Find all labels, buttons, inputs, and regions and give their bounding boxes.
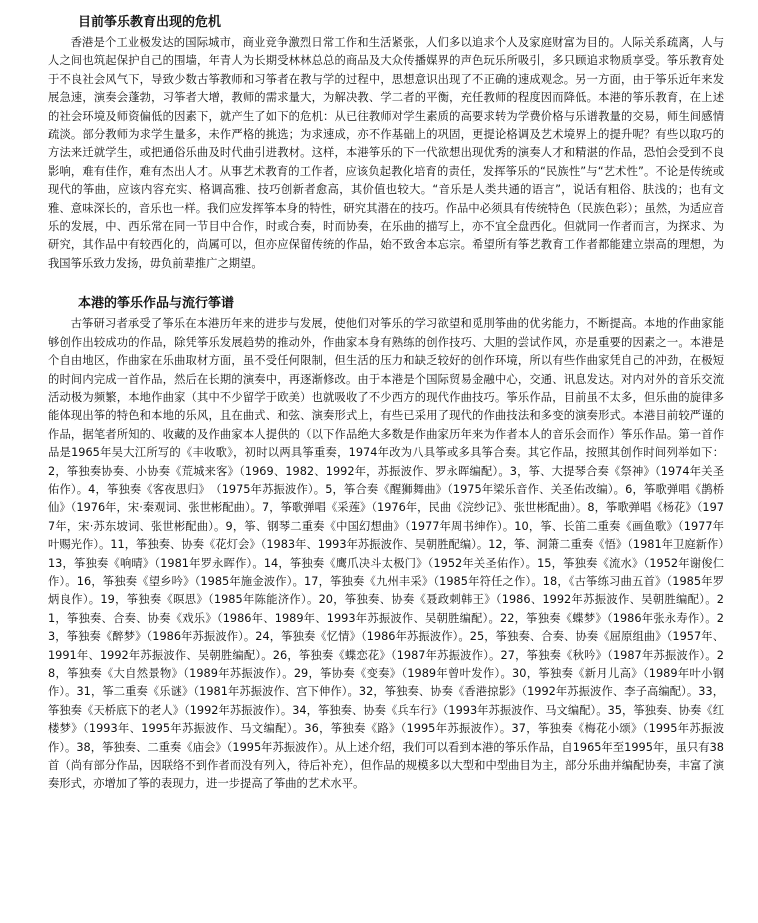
section-spacer (48, 273, 724, 295)
section-body-works: 古筝研习者承受了筝乐在本港历年来的进步与发展，使他们对筝乐的学习欲望和觅刖筝曲的优劣能力，不断提高。本地的作曲家能够创作出较成功的作品，除凭筝乐发展趋势的推动外，作曲家本身有熟练的创作技巧、大胆的尝试作风，亦是重要的因素之一。本港是个自由地区，作曲家在乐曲取材方面，虽不受任何限制，但生活的压力和缺乏较好的创作环境，所以有些作曲家凭自己的冲劲，在极短的时间内完成一首作品，然后在长期的演奏中，再逐渐修改。由于本港是个国际贸易金融中心，交通、讯息发达。对内对外的音乐交流活动极为频繁，本地作曲家（其中不少留学于欧美）也就吸收了不少西方的现代作曲技巧。筝乐作品，目前虽不太多，但乐曲的旋律多能体现出筝的特色和本地的乐风，且在曲式、和弦、演奏形式上，有些已采用了现代的作曲技法和多变的演奏形式。本港目前较严谨的作品，据笔者所知的、收藏的及作曲家本人提供的（以下作品绝大多数是作曲家历年来为作者本人的音乐会而作）筝乐作品。第一首作品是1965年吴大江所写的《丰收歌》，初时以两具筝重奏，1974年改为八具筝或多具筝合奏。其它作品，按照其创作时间列举如下：2，筝独奏协奏、小协奏《荒城来客》（1969、1982、1992年，苏振波作、罗永晖编配）。3，筝、大提琴合奏《祭神》（1974年关圣佑作）。4，筝独奏《客夜思归》 （1975年苏振波作）。5，筝合奏《醒狮舞曲》（1975年梁乐音作、关圣佑改编）。6，筝歌弹唱《鹊桥仙》（1976年，宋·秦观词、张世彬配曲）。7，筝歌弹唱《采莲》（1976年，民曲《浣纱记》、张世彬配曲）。8，筝歌弹唱《杨花》（1977年，宋·苏东坡词、张世彬配曲）。9，筝、钢琴二重奏《中国幻想曲》（1977年周书绅作）。10，筝、长笛二重奏《画鱼歌》（1977年叶赐光作）。11，筝独奏、协奏《花灯会》（1983年、1993年苏振波作、吴朝胜配编）。12，筝、洞箫二重奏《悟》（1981年卫庭新作）13，筝独奏《响晴》（1981年罗永晖作）。14，筝独奏《鹰爪决斗太极门》（1952年关圣佑作）。15，筝独奏《流水》（1952年谢俊仁作）。16，筝独奏《望乡吟》（1985年施金波作）。17，筝独奏《九州丰采》（1985年符任之作）。18，《古筝练习曲五首》（1985年罗炳良作）。19，筝独奏《暝思》（1985年陈能济作）。20，筝独奏、协奏《聂政刺韩王》（1986、1992年苏振波作、吴朝胜编配）。21，筝独奏、合奏、协奏《戏乐》（1986年、1989年、1993年苏振波作、吴朝胜编配）。22，筝独奏《蝶梦》（1986年张永寿作）。23，筝独奏《醉梦》（1986年苏振波作）。24，筝独奏《忆情》（1986年苏振波作）。25，筝独奏、合奏、协奏《屈原组曲》（1957年、1991年、1992年苏振波作、吴朝胜编配）。26，筝独奏《蝶恋花》（1987年苏振波作）。27，筝独奏《秋吟》（1987年苏振波作）。28，筝独奏《大自然景物》（1989年苏振波作）。29，筝协奏《变奏》（1989年曾叶发作）。30，筝独奏《新月儿高》（1989年叶小钢作）。31，筝二重奏《乐谜》（1981年苏振波作、宫下伸作）。32，筝独奏、协奏《香港掠影》（1992年苏振波作、李子高编配）。33，筝独奏《天桥底下的老人》（1992年苏振波作）。34，筝独奏、协奏《兵车行》（1993年苏振波作、马文编配）。35，筝独奏、协奏《红楼梦》（1993年、1995年苏振波作、马文编配）。36，筝独奏《路》（1995年苏振波作）。37，筝独奏《梅花小颂》（1995年苏振波作）。38，筝独奏、二重奏《庙会》（1995年苏振波作）。从上述介绍，我们可以看到本港的筝乐作品，自1965年至1995年，虽只有38首（尚有部分作品，因联络不到作者而没有列入，待后补充），但作品的规模多以大型和中型曲目为主，部分乐曲并编配协奏，丰富了演奏形式，亦增加了筝的表现力，进一步提高了筝曲的艺术水平。 (48, 317, 724, 791)
section-body-crisis: 香港是个工业极发达的国际城市，商业竞争激烈日常工作和生活紧张，人们多以追求个人及家庭财富为目的。人际关系疏离，人与人之间也筑起保护自己的围墙，年青人为长期受林林总总的商品及大众传播媒界的声色玩乐所吸引，多只顾追求物质享受。筝乐教育处于不良社会风气下，导致少数古筝教师和习筝者在教与学的过程中，思想意识出现了不正确的速成观念。另一方面，由于筝乐近年来发展急速，演奏会蓬勃，习筝者大增，教师的需求量大，为解决教、学二者的平衡，充任教师的程度因而降低。本港的筝乐教育，在上述的社会环境及师资偏低的因素下，就产生了如下的危机：从已往教师对学生素质的高要求转为学费价格与乐谱教量的交易，师生间感情疏淡。部分教师为求学生量多，未作严格的挑选；为求速成，亦不作基础上的巩固，更提论格调及艺术境界上的提升呢？有些以取巧的方法来迁就学生，或把通俗乐曲及时代曲引进教材。这样，本港筝乐的下一代欲想出现优秀的演奏人才和精湛的作品，恐怕会受到不良影响，难有佳作，难有杰出人才。从事艺术教育的工作者，应该负起教化培育的责任，发挥筝乐的“民族性”与“艺术性”。不论是传统或现代的筝曲，应该内容充实、格调高雅、技巧创新者愈高，其价值也较大。“音乐是人类共通的语言”，说话有粗俗、肤浅的；也有文雅、意味深长的，音乐也一样。我们应发挥筝本身的特性，研究其潜在的技巧。作品中必须具有传统特色（民族色彩）；虽然，为适应音乐的发展，中、西乐常在同一节目中合作，时或合奏，时而协奏，在乐曲的描写上，亦不宜全盘西化。但就同一作者而言，为探求、为研究，其作品中有较西化的，尚属可以，但亦应保留传统的作品，始不致舍本忘宗。希望所有筝艺教育工作者都能建立崇高的理想，为我国筝乐致力发扬，毋负前辈推广之期望。 (48, 36, 724, 270)
section-heading-crisis: 目前筝乐教育出现的危机 (78, 15, 222, 30)
section-heading-works: 本港的筝乐作品与流行筝谱 (78, 296, 235, 312)
